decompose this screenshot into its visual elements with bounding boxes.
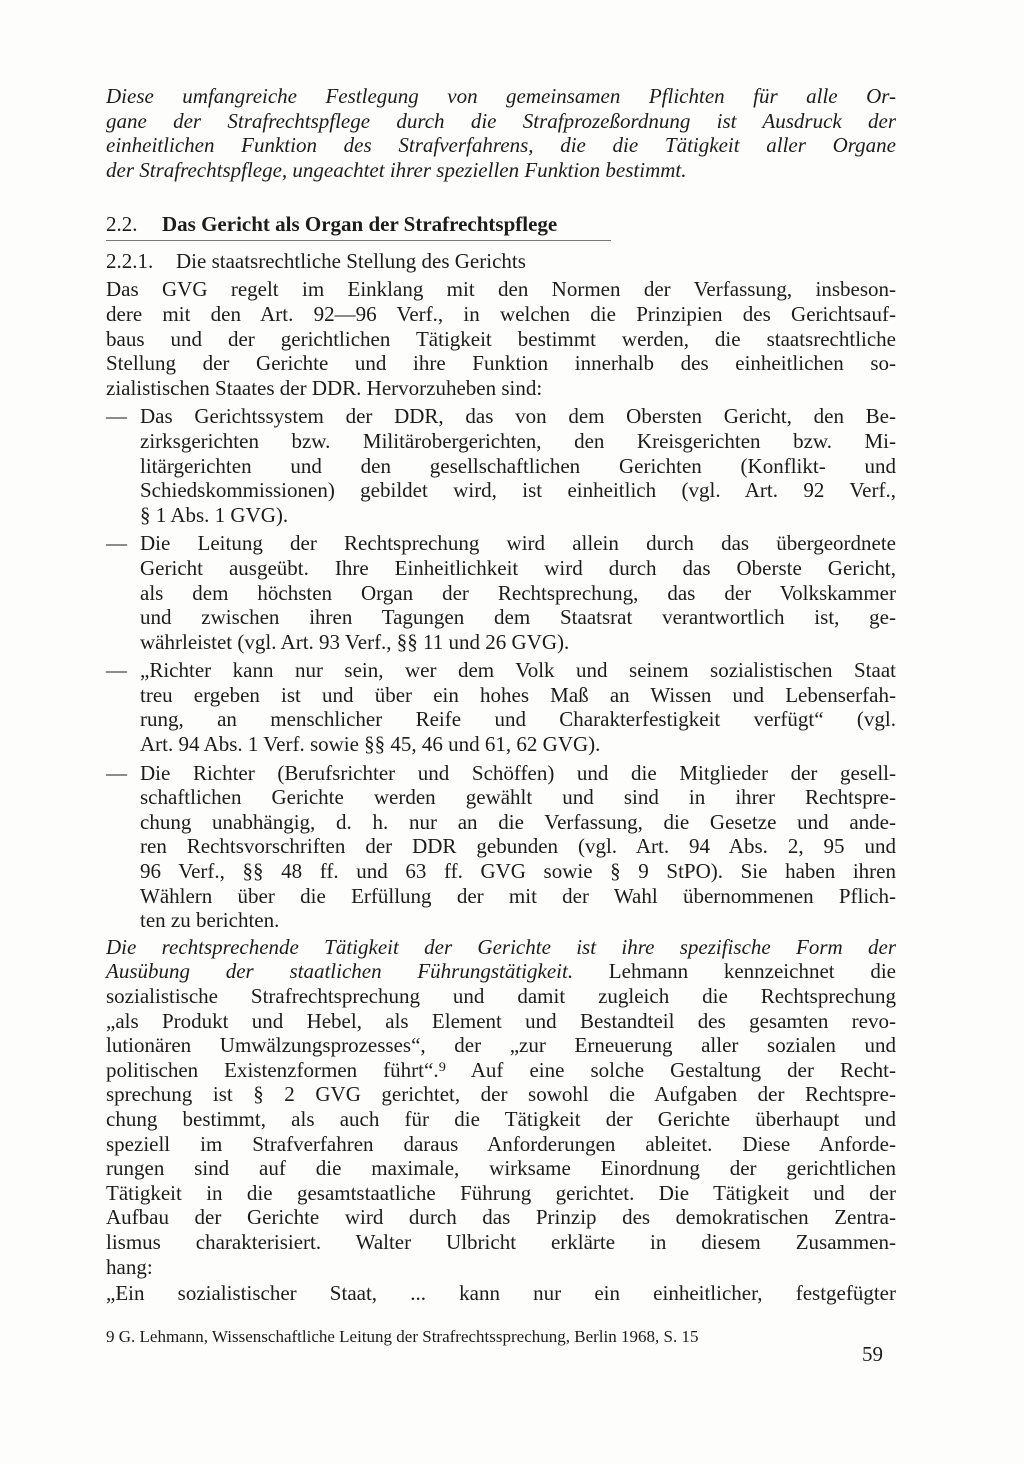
text-line: einheitlichen Funktion des Strafverfahrens, die die Tätigkeit aller Organe (106, 133, 896, 158)
paragraph-1 (106, 277, 896, 400)
text-line: speziell im Strafverfahren daraus Anforderungen ableitet. Diese Anforde- (106, 1131, 896, 1156)
dash-marker: — (106, 658, 127, 683)
subsection-title: Die staatsrechtliche Stellung des Gerichts (176, 249, 526, 274)
text-line: zirksgerichten bzw. Militärobergerichten, den Kreisgerichten bzw. Mi- (140, 428, 896, 453)
text-line: Tätigkeit in die gesamtstaatliche Führung gerichtet. Die Tätigkeit und der (106, 1180, 896, 1205)
subsection-number: 2.2.1. (106, 249, 154, 274)
dash-marker: — (106, 760, 127, 785)
text-line: Schiedskommissionen) gebildet wird, ist einheitlich (vgl. Art. 92 Verf., (140, 478, 896, 503)
intro-paragraph (106, 84, 896, 182)
text-line: und zwischen ihren Tagungen dem Staatsrat verantwortlich ist, ge- (140, 605, 896, 630)
paragraph-2 (106, 935, 896, 1279)
text-line: Gericht ausgeübt. Ihre Einheitlichkeit wird durch das Oberste Gericht, (140, 555, 896, 580)
page-number: 59 (862, 1342, 883, 1366)
text-line: rungen sind auf die maximale, wirksame Einordnung der gerichtlichen (106, 1156, 896, 1181)
section-heading (106, 212, 896, 236)
page-content (106, 84, 896, 1348)
text-line: Die Richter (Berufsrichter und Schöffen) und die Mitglieder der gesell- (140, 760, 896, 785)
subsection-heading (106, 249, 896, 273)
text-line: ten zu berichten. (140, 908, 280, 933)
text-line: zialistischen Staates der DDR. Hervorzuheben sind: (106, 375, 543, 400)
list-item (106, 404, 896, 527)
quote-block (106, 1281, 896, 1306)
italic-line: Die rechtsprechende Tätigkeit der Gerichte ist ihre spezifische Form der (106, 934, 896, 959)
text-line: Art. 94 Abs. 1 Verf. sowie §§ 45, 46 und 61, 62 GVG). (140, 732, 601, 757)
text-line: Wählern über die Erfüllung der mit der Wahl übernommenen Pflich- (140, 883, 896, 908)
text-line: politischen Existenzformen führt“.⁹ Auf eine solche Gestaltung der Recht- (106, 1057, 896, 1082)
text-line: sozialistische Strafrechtsprechung und damit zugleich die Rechtsprechung (106, 984, 896, 1008)
text-line: dere mit den Art. 92—96 Verf., in welchen die Prinzipien des Gerichtsauf- (106, 301, 896, 326)
text-line: treu ergeben ist und über ein hohes Maß an Wissen und Lebenserfah- (140, 682, 896, 707)
section-number: 2.2. (106, 212, 138, 237)
text-line: Das Gerichtssystem der DDR, das von dem Obersten Gericht, den Be- (140, 404, 896, 429)
text-line: rung, an menschlicher Reife und Charakterfestigkeit verfügt“ (vgl. (140, 707, 896, 732)
list-item (106, 531, 896, 654)
text-line: § 1 Abs. 1 GVG). (140, 502, 289, 527)
text-line: baus und der gerichtlichen Tätigkeit bestimmt werden, die staatsrechtliche (106, 326, 896, 351)
line-continuation: Lehmann kennzeichnet die (573, 959, 896, 984)
dash-marker: — (106, 404, 127, 429)
text-line: „als Produkt und Hebel, als Element und Bestandteil des gesamten revo- (106, 1008, 896, 1033)
heading-rule (106, 240, 611, 241)
text-line: Stellung der Gerichte und ihre Funktion innerhalb des einheitlichen so- (106, 351, 896, 376)
text-line: Das GVG regelt im Einklang mit den Normen der Verfassung, insbeson- (106, 277, 896, 302)
text-line: lismus charakterisiert. Walter Ulbricht erklärte in diesem Zusammen- (106, 1229, 896, 1254)
text-line: litärgerichten und den gesellschaftlichen Gerichten (Konflikt- und (140, 453, 896, 478)
footnote: 9 G. Lehmann, Wissenschaftliche Leitung der Strafrechtssprechung, Berlin 1968, S. 15 (106, 1326, 699, 1346)
section-title: Das Gericht als Organ der Strafrechtspflege (162, 212, 558, 237)
italic-phrase: Ausübung der staatlichen Führungstätigkeit. (106, 959, 574, 984)
text-line: Aufbau der Gerichte wird durch das Prinzip des demokratischen Zentra- (106, 1205, 896, 1230)
text-line: der Strafrechtspflege, ungeachtet ihrer speziellen Funktion bestimmt. (106, 157, 687, 182)
list-item (106, 658, 896, 756)
text-line: 96 Verf., §§ 48 ff. und 63 ff. GVG sowie § 9 StPO). Sie haben ihren (140, 859, 896, 884)
text-line: ren Rechtsvorschriften der DDR gebunden (vgl. Art. 94 Abs. 2, 95 und (140, 834, 896, 859)
dash-marker: — (106, 531, 127, 556)
text-line: Die Leitung der Rechtsprechung wird allein durch das übergeordnete (140, 531, 896, 556)
mixed-line (106, 959, 896, 984)
text-line: sprechung ist § 2 GVG gerichtet, der sowohl die Aufgaben der Rechtspre- (106, 1082, 896, 1107)
text-line: „Ein sozialistischer Staat, ... kann nur ein einheitlicher, festgefügter (106, 1281, 896, 1306)
text-line: Diese umfangreiche Festlegung von gemeinsamen Pflichten für alle Or- (106, 84, 896, 108)
text-line: schaftlichen Gerichte werden gewählt und sind in ihrer Rechtspre- (140, 785, 896, 810)
text-line: als dem höchsten Organ der Rechtsprechung, das der Volkskammer (140, 580, 896, 605)
text-line: hang: (106, 1254, 153, 1279)
text-line: chung unabhängig, d. h. nur an die Verfassung, die Gesetze und ande- (140, 809, 896, 834)
text-line: lutionären Umwälzungsprozesses“, der „zur Erneuerung aller sozialen und (106, 1033, 896, 1058)
text-line: gane der Strafrechtspflege durch die Strafprozeßordnung ist Ausdruck der (106, 108, 896, 133)
text-line: chung bestimmt, als auch für die Tätigkeit der Gerichte überhaupt und (106, 1106, 896, 1131)
text-line: „Richter kann nur sein, wer dem Volk und seinem sozialistischen Staat (140, 658, 896, 683)
list-item (106, 761, 896, 933)
text-line: währleistet (vgl. Art. 93 Verf., §§ 11 und 26 GVG). (140, 629, 570, 654)
